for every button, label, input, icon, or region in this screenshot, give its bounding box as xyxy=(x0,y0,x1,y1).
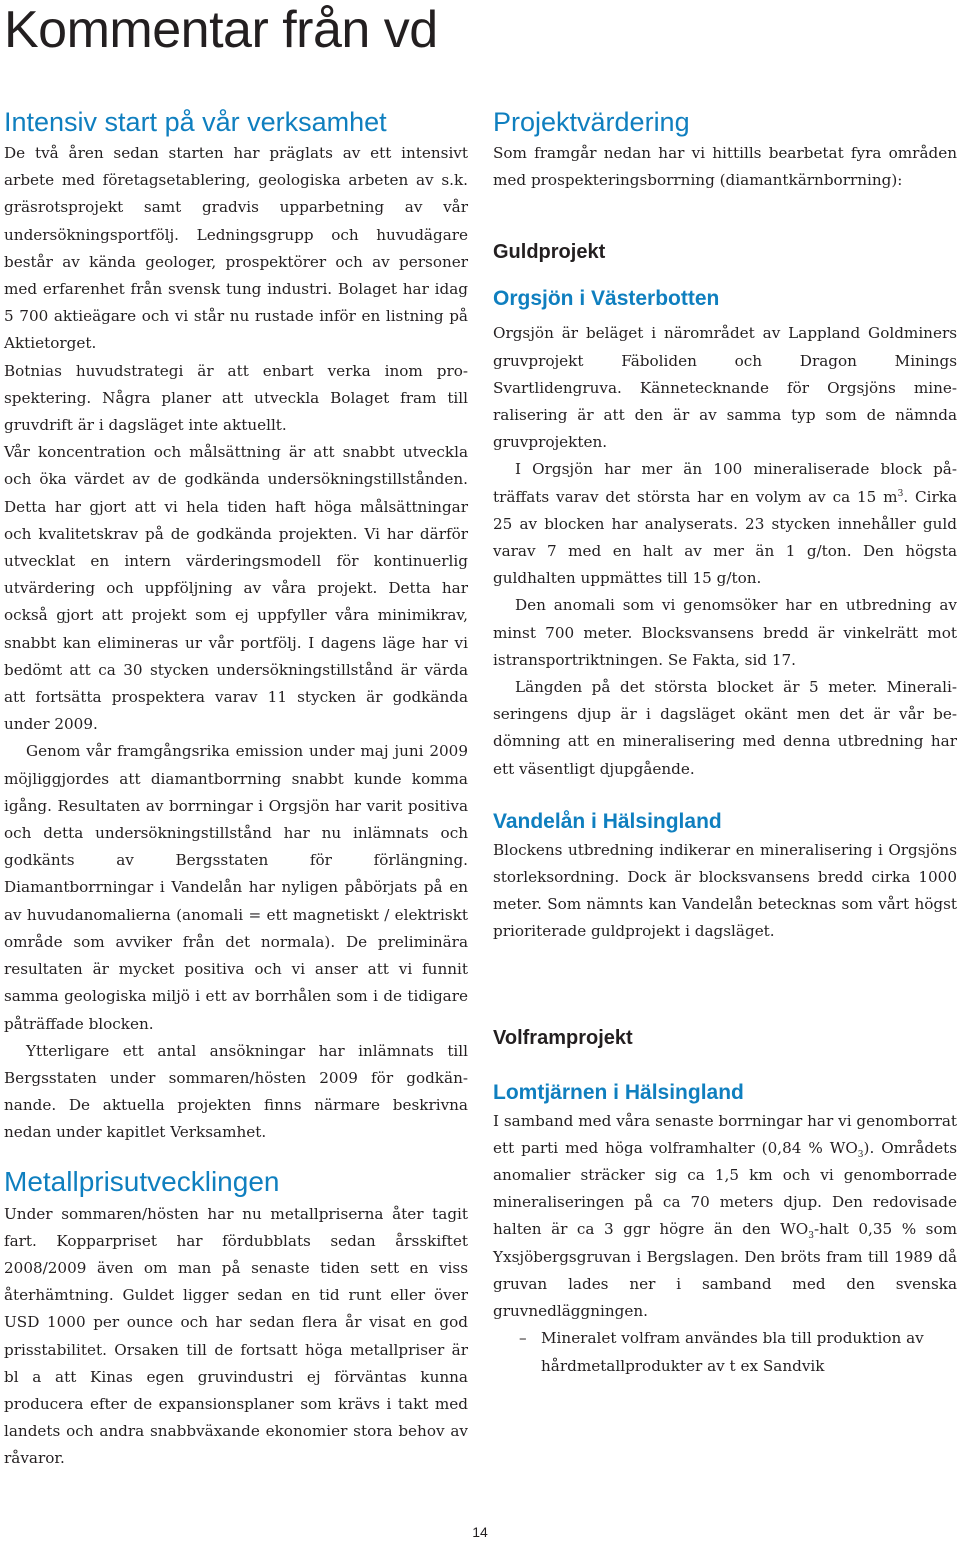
heading-metallpris: Metallprisutvecklingen xyxy=(4,1165,280,1197)
orgsjon-blocks-text-b: . Cirka 25 av blocken har analyserats. 23 stycken innehåller guld varav 7 med en halt av mer än 1 g/ton. Den högsta guldhalten uppmättes till 15 g/ton. xyxy=(493,487,957,588)
right-column xyxy=(493,104,957,1380)
paragraph-concentration: Vår koncentration och målsättning är att snabbt utveckla och öka värdet av de godkända undersökningstillstånden. Detta har gjort att vi hela tiden haft höga målsättningar och kvalitetskrav på de godkända projekten. Vi har därför utvecklat en intern värderingsmodell för kontinuerlig utvärdering och uppföljning av våra projekt. Detta har också gjort att projekt som ej uppfyller våra minimikrav, snabbt kan elimineras ur vår portfölj. I dagens läge har vi bedömt att ca 30 stycken undersökningstillstånd är värda att fortsätta prospektera varav 11 stycken är godkända under 2009. xyxy=(4,443,468,734)
paragraph-project-intro: Som framgår nedan har vi hittills bearbetat fyra områden med prospekteringsborrning (diamantkärnborrning): xyxy=(493,144,957,190)
paragraph-vandelan: Blockens utbredning indikerar en mineralisering i Orgsjöns storleksordning. Dock är blocksvansens bredd cirka 1000 meter. Som nämnts kan Vandelån betecknas som vårt högst prioriterade guldprojekt i dagsläget. xyxy=(493,840,957,941)
page-title: Kommentar från vd xyxy=(4,1,438,59)
lomtjarnen-text-c: -halt 0,35 % som Yxsjöbergsgruvan i Bergslagen. Den bröts fram till 1989 då gruvan lades ner i samband med den svenska gruvnedläggningen. xyxy=(493,1220,957,1321)
heading-orgsjon: Orgsjön i Västerbotten xyxy=(493,287,720,311)
subscript-three-b: 3 xyxy=(808,1231,814,1242)
superscript-cubic: 3 xyxy=(897,488,904,499)
heading-vandelan: Vandelån i Hälsingland xyxy=(493,809,722,833)
paragraph-orgsjon-location: Orgsjön är beläget i närområdet av Lappland Goldminers gruvprojekt Fäboliden och Dragon Minings Svartlidengruva. Kännetecknande för Orgsjöns mineralisering är att den är av samma typ som de nämnda gruvprojekten. xyxy=(493,324,957,452)
left-column xyxy=(4,104,468,1473)
subscript-three-a: 3 xyxy=(857,1149,864,1160)
heading-guldprojekt: Guldprojekt xyxy=(493,241,606,264)
paragraph-emission: Genom vår framgångsrika emission under maj juni 2009 möjliggjordes att diamantborrning snabbt kunde komma igång. Resultaten av borrningar i Orgsjön har varit positiva och detta undersökningstillstånd har nu inlämnats och godkänts av Bergsstaten för förlängning. Diamantborrningar i Vandelån har nyligen påbörjats på en av huvudanomalierna (anomali = ett magnetiskt / elektriskt område som avviker från det normala). De preliminära resultaten är mycket positiva och vi anser att vi funnit samma geologiska miljö i ett av borrhålen som i de tidigare påträffade blocken. xyxy=(4,742,468,1033)
paragraph-strategy: Botnias huvudstrategi är att enbart verka inom prospektering. Några planer att utveckla Bolaget fram till gruvdrift är i dagsläget inte aktuellt. xyxy=(4,361,468,435)
page-number: 14 xyxy=(472,1524,488,1540)
paragraph-applications: Ytterligare ett antal ansökningar har inlämnats till Bergsstaten under sommaren/hösten 2009 för godkännande. De aktuella projekten finns närmare beskrivna nedan under kapitlet Verksamhet. xyxy=(4,1041,468,1142)
heading-volframprojekt: Volframprojekt xyxy=(493,1026,633,1049)
dash-mark: – xyxy=(519,1329,527,1348)
heading-lomtjarnen: Lomtjärnen i Hälsingland xyxy=(493,1080,744,1104)
heading-projektvardering: Projektvärdering xyxy=(493,107,690,137)
paragraph-orgsjon-length: Längden på det största blocket är 5 meter. Mineraliseringens djup är i dagsläget okänt men det är vår bedömning att en mineralisering med denna utbredning har ett väsentligt djupgående. xyxy=(493,678,957,778)
orgsjon-blocks-text-a: I Orgsjön har mer än 100 mineraliserade block påträffats varav det största har en volym av ca 15 m xyxy=(493,460,957,506)
lomtjarnen-text-a: I samband med våra senaste borrningar har vi genomborrat ett parti med höga volframhalter (0,84 % WO xyxy=(493,1111,957,1157)
dash-list-item xyxy=(493,1325,957,1379)
paragraph-intro: De två åren sedan starten har präglats av ett intensivt arbete med företagsetablering, geologiska arbeten av s.k. gräsrotsprojekt samt gradvis upparbetning av vår undersökningsportfölj. Ledningsgrupp och huvudägare består av kända geologer, prospektörer och av personer med erfarenhet från svensk tung industri. Bolaget har idag 5 700 aktieägare och vi står nu rustade inför en listning på Aktietorget. xyxy=(4,144,468,353)
lomtjarnen-text-b: ). Områdets anomalier sträcker sig ca 1,5 km och vi genomborrade mineraliseringen på ca 70 meters djup. Den redovisade halten är ca 3 ggr högre än den WO xyxy=(493,1138,957,1239)
paragraph-orgsjon-anomaly: Den anomali som vi genomsöker har en utbredning av minst 700 meter. Blocksvansens bredd är vinkelrätt mot istransportriktningen. Se Fakta, sid 17. xyxy=(493,596,957,669)
heading-intensiv-start: Intensiv start på vår verksamhet xyxy=(4,107,387,137)
dash-list-text: Mineralet volfram användes bla till produktion av hårdmetallprodukter av t ex Sandvik xyxy=(541,1329,924,1375)
paragraph-metal-prices: Under sommaren/hösten har nu metallpriserna åter tagit fart. Kopparpriset har fördubblats sedan årsskiftet 2008/2009 även om man på senaste tiden sett en viss återhämtning. Guldet ligger sedan en tid runt eller över USD 1000 per ounce och har sedan flera år visat en god prisstabilitet. Orsaken till de fortsatt höga metallpriser är bl a att Kinas egen gruvindustri ej förväntas kunna producera efter de expansionsplaner som krävs i takt med landets och andra snabbväxande ekonomier stora behov av råvaror. xyxy=(4,1204,468,1468)
paragraph-orgsjon-blocks xyxy=(493,456,957,592)
paragraph-lomtjarnen xyxy=(493,1108,957,1326)
